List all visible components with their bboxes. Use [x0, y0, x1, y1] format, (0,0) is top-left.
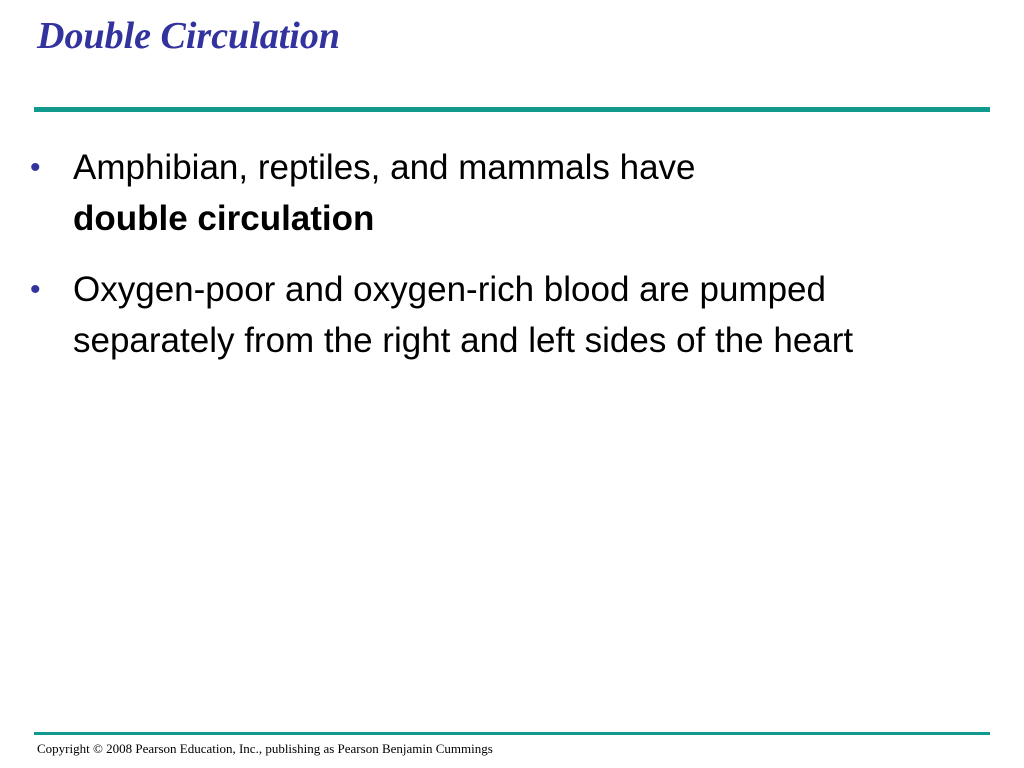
bullet-item — [30, 142, 990, 244]
title-divider — [34, 107, 990, 112]
copyright-footer: Copyright © 2008 Pearson Education, Inc., publishing as Pearson Benjamin Cummings — [37, 741, 493, 756]
bullet-icon: • — [30, 273, 41, 306]
bullet-list — [30, 142, 990, 386]
bullet-text — [73, 148, 696, 238]
bullet-text-emphasis: double circulation — [73, 199, 375, 238]
bullet-icon: • — [30, 151, 41, 184]
slide-title: Double Circulation — [37, 15, 340, 57]
bullet-text: Oxygen-poor and oxygen-rich blood are pumped separately from the right and left sides of the heart — [73, 270, 854, 360]
bullet-text-plain: Amphibian, reptiles, and mammals have — [73, 148, 696, 187]
footer-divider — [34, 732, 990, 735]
bullet-item — [30, 264, 990, 366]
